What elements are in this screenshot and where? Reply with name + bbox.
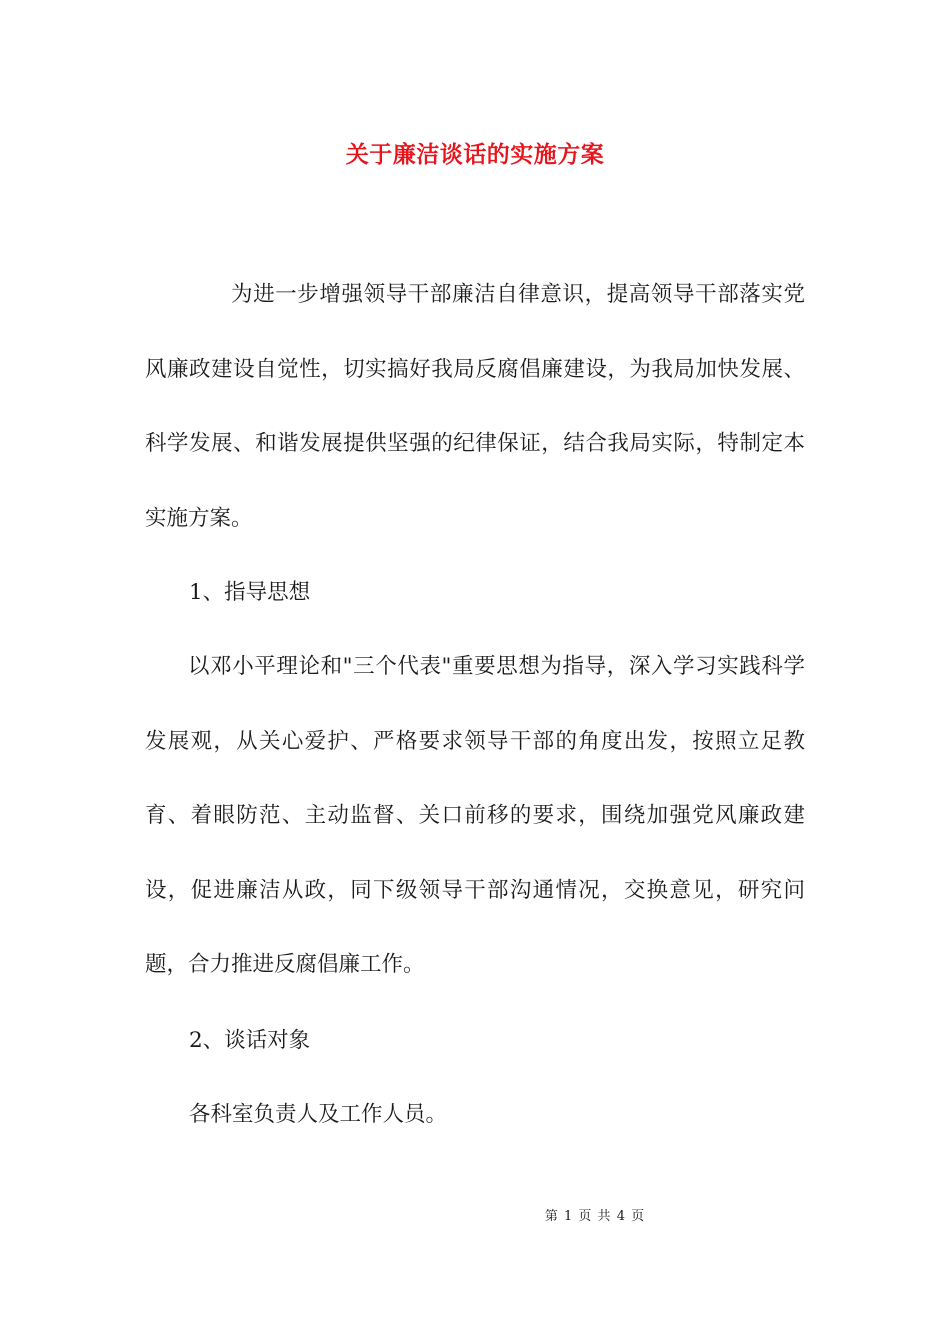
page-number-footer: 第 1 页 共 4 页 (544, 1209, 646, 1224)
section-heading-talk-targets: 2、谈话对象 (189, 1028, 311, 1053)
document-title: 关于廉洁谈话的实施方案 (345, 141, 605, 168)
section-heading-guiding-ideology: 1、指导思想 (189, 580, 311, 605)
paragraph-intro: 为进一步增强领导干部廉洁自律意识，提高领导干部落实党风廉政建设自觉性，切实搞好我局反腐倡廉建设，为我局加快发展、科学发展、和谐发展提供坚强的纪律保证，结合我局实际，特制定本实施方案。 (145, 282, 805, 531)
paragraph-guiding-ideology: 以邓小平理论和"三个代表"重要思想为指导，深入学习实践科学发展观，从关心爱护、严格要求领导干部的角度出发，按照立足教育、着眼防范、主动监督、关口前移的要求，围绕加强党风廉政建设，促进廉洁从政，同下级领导干部沟通情况，交换意见，研究问题，合力推进反腐倡廉工作。 (145, 654, 805, 977)
paragraph-talk-targets: 各科室负责人及工作人员。 (189, 1102, 448, 1127)
